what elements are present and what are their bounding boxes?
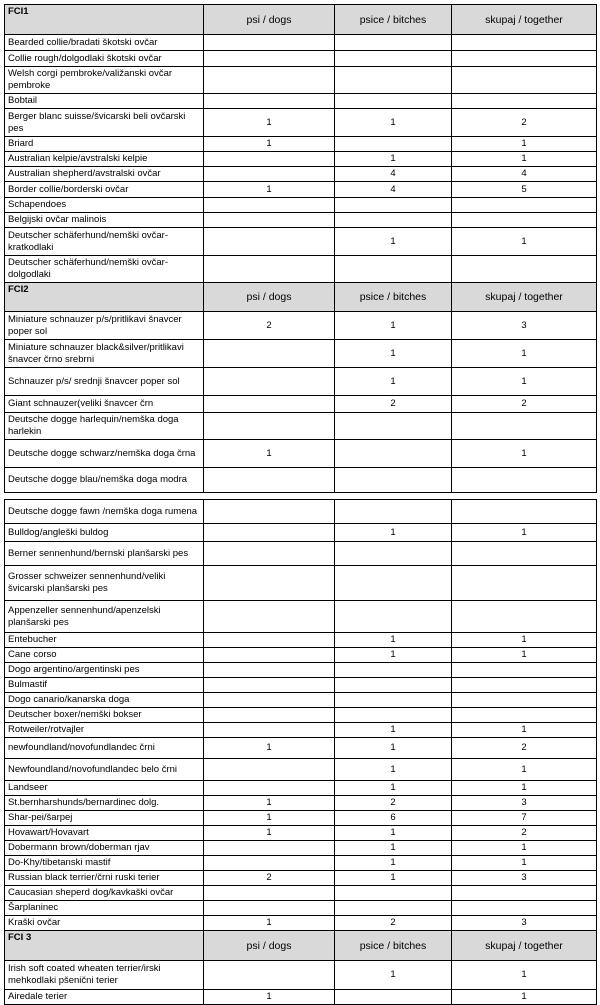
- breed-name: Bulldog/angleški buldog: [5, 524, 204, 542]
- dogs-count: 2: [204, 312, 335, 340]
- breed-name: Berner sennenhund/bernski planšarski pes: [5, 542, 204, 566]
- breed-name: Bulmastif: [5, 678, 204, 693]
- table-row: [5, 312, 597, 340]
- together-count: [452, 663, 597, 678]
- together-count: 1: [452, 856, 597, 871]
- table-row: [5, 708, 597, 723]
- together-count: 1: [452, 633, 597, 648]
- column-header-dogs: psi / dogs: [204, 5, 335, 35]
- bitches-count: 1: [335, 524, 452, 542]
- bitches-count: [335, 693, 452, 708]
- dogs-count: 2: [204, 871, 335, 886]
- bitches-count: 2: [335, 916, 452, 931]
- together-count: [452, 500, 597, 524]
- bitches-count: 1: [335, 340, 452, 368]
- dogs-count: 1: [204, 109, 335, 137]
- together-count: 1: [452, 228, 597, 256]
- table-row: [5, 198, 597, 213]
- dogs-count: [204, 601, 335, 633]
- column-header-together: skupaj / together: [452, 5, 597, 35]
- breed-name: newfoundland/novofundlandec črni: [5, 738, 204, 759]
- bitches-count: [335, 663, 452, 678]
- breed-name: Deutsche dogge blau/nemška doga modra: [5, 468, 204, 493]
- table-row: [5, 738, 597, 759]
- dogs-count: [204, 213, 335, 228]
- breed-name: Airedale terier: [5, 990, 204, 1005]
- bitches-count: 1: [335, 312, 452, 340]
- dogs-count: [204, 256, 335, 283]
- breed-table-bottom: [4, 499, 597, 1005]
- table-row: [5, 693, 597, 708]
- bitches-count: 1: [335, 368, 452, 396]
- dogs-count: [204, 198, 335, 213]
- bitches-count: [335, 413, 452, 440]
- table-row: [5, 781, 597, 796]
- table-row: [5, 916, 597, 931]
- breed-name: Miniature schnauzer p/s/pritlikavi šnavcer poper sol: [5, 312, 204, 340]
- breed-name: Newfoundland/novofundlandec belo črni: [5, 759, 204, 781]
- dogs-count: [204, 841, 335, 856]
- table-row: [5, 413, 597, 440]
- together-count: 5: [452, 182, 597, 198]
- section-header-fci2: [5, 283, 597, 312]
- together-count: [452, 542, 597, 566]
- dogs-count: [204, 468, 335, 493]
- breed-name: Australian shepherd/avstralski ovčar: [5, 167, 204, 182]
- bitches-count: [335, 601, 452, 633]
- breed-name: Hovawart/Hovavart: [5, 826, 204, 841]
- dogs-count: [204, 633, 335, 648]
- bitches-count: 1: [335, 738, 452, 759]
- table-row: [5, 990, 597, 1005]
- breed-name: Bearded collie/bradati škotski ovčar: [5, 35, 204, 51]
- breed-name: Dogo argentino/argentinski pes: [5, 663, 204, 678]
- together-count: 1: [452, 340, 597, 368]
- together-count: 4: [452, 167, 597, 182]
- column-header-dogs: psi / dogs: [204, 931, 335, 961]
- breed-name: Australian kelpie/avstralski kelpie: [5, 152, 204, 167]
- section-header-fci3: [5, 931, 597, 961]
- table-row: [5, 152, 597, 167]
- breed-name: Schapendoes: [5, 198, 204, 213]
- dogs-count: [204, 566, 335, 601]
- together-count: 2: [452, 738, 597, 759]
- bitches-count: 1: [335, 228, 452, 256]
- dogs-count: [204, 723, 335, 738]
- table-row: [5, 566, 597, 601]
- table-row: [5, 886, 597, 901]
- dogs-count: [204, 228, 335, 256]
- together-count: 1: [452, 990, 597, 1005]
- breed-name: Schnauzer p/s/ srednji šnavcer poper sol: [5, 368, 204, 396]
- breed-name: Belgijski ovčar malinois: [5, 213, 204, 228]
- column-header-bitches: psice / bitches: [335, 283, 452, 312]
- breed-name: Deutscher boxer/nemški bokser: [5, 708, 204, 723]
- column-header-together: skupaj / together: [452, 283, 597, 312]
- bitches-count: [335, 67, 452, 94]
- together-count: [452, 886, 597, 901]
- dogs-count: [204, 856, 335, 871]
- section-title: FCI2: [5, 283, 204, 312]
- together-count: [452, 693, 597, 708]
- table-row: [5, 796, 597, 811]
- breed-name: Deutsche dogge schwarz/nemška doga črna: [5, 440, 204, 468]
- bitches-count: 1: [335, 109, 452, 137]
- together-count: 1: [452, 841, 597, 856]
- table-row: [5, 167, 597, 182]
- breed-name: Shar-pei/šarpej: [5, 811, 204, 826]
- together-count: 3: [452, 916, 597, 931]
- breed-name: Landseer: [5, 781, 204, 796]
- table-row: [5, 109, 597, 137]
- bitches-count: [335, 708, 452, 723]
- dogs-count: 1: [204, 182, 335, 198]
- dogs-count: [204, 693, 335, 708]
- breed-name: Deutscher schäferhund/nemški ovčar-kratkodlaki: [5, 228, 204, 256]
- dogs-count: [204, 500, 335, 524]
- dogs-count: 1: [204, 137, 335, 152]
- bitches-count: [335, 440, 452, 468]
- breed-name: Kraški ovčar: [5, 916, 204, 931]
- column-header-bitches: psice / bitches: [335, 5, 452, 35]
- bitches-count: 1: [335, 961, 452, 990]
- dogs-count: [204, 167, 335, 182]
- dogs-count: 1: [204, 440, 335, 468]
- table-row: [5, 648, 597, 663]
- breed-name: Welsh corgi pembroke/valižanski ovčar pembroke: [5, 67, 204, 94]
- table-row: [5, 871, 597, 886]
- breed-name: Irish soft coated wheaten terrier/irski mehkodlaki pšenični terier: [5, 961, 204, 990]
- breed-name: Giant schnauzer(veliki šnavcer črn: [5, 396, 204, 413]
- breed-name: Deutscher schäferhund/nemški ovčar-dolgodlaki: [5, 256, 204, 283]
- dogs-count: 1: [204, 796, 335, 811]
- breed-table-top: [4, 4, 597, 493]
- together-count: 2: [452, 109, 597, 137]
- together-count: [452, 198, 597, 213]
- table-row: [5, 228, 597, 256]
- breed-name: Appenzeller sennenhund/apenzelski planšarski pes: [5, 601, 204, 633]
- table-row: [5, 811, 597, 826]
- together-count: [452, 901, 597, 916]
- bitches-count: 2: [335, 796, 452, 811]
- table-row: [5, 256, 597, 283]
- dogs-count: [204, 663, 335, 678]
- column-header-dogs: psi / dogs: [204, 283, 335, 312]
- table-row: [5, 633, 597, 648]
- bitches-count: [335, 51, 452, 67]
- section-title: FCI 3: [5, 931, 204, 961]
- breed-name: Deutsche dogge fawn /nemška doga rumena: [5, 500, 204, 524]
- dogs-count: [204, 396, 335, 413]
- table-row: [5, 468, 597, 493]
- dogs-count: [204, 35, 335, 51]
- bitches-count: 4: [335, 182, 452, 198]
- dogs-count: [204, 368, 335, 396]
- table-row: [5, 213, 597, 228]
- together-count: 1: [452, 648, 597, 663]
- column-header-bitches: psice / bitches: [335, 931, 452, 961]
- table-row: [5, 678, 597, 693]
- together-count: [452, 35, 597, 51]
- table-row: [5, 601, 597, 633]
- table-row: [5, 340, 597, 368]
- together-count: 1: [452, 723, 597, 738]
- dogs-count: [204, 781, 335, 796]
- dogs-count: [204, 67, 335, 94]
- dogs-count: 1: [204, 738, 335, 759]
- dogs-count: [204, 152, 335, 167]
- bitches-count: 2: [335, 396, 452, 413]
- together-count: [452, 708, 597, 723]
- bitches-count: 6: [335, 811, 452, 826]
- table-row: [5, 51, 597, 67]
- dogs-count: [204, 759, 335, 781]
- together-count: 1: [452, 152, 597, 167]
- column-header-together: skupaj / together: [452, 931, 597, 961]
- dogs-count: [204, 678, 335, 693]
- bitches-count: [335, 566, 452, 601]
- table-row: [5, 524, 597, 542]
- dogs-count: [204, 901, 335, 916]
- breed-name: Entebucher: [5, 633, 204, 648]
- breed-name: Do-Khy/tibetanski mastif: [5, 856, 204, 871]
- breed-name: Dogo canario/kanarska doga: [5, 693, 204, 708]
- together-count: 3: [452, 796, 597, 811]
- breed-name: Deutsche dogge harlequin/nemška doga harlekin: [5, 413, 204, 440]
- breed-name: Miniature schnauzer black&silver/pritlikavi šnavcer črno srebrni: [5, 340, 204, 368]
- bitches-count: 1: [335, 856, 452, 871]
- together-count: [452, 468, 597, 493]
- dogs-count: [204, 961, 335, 990]
- bitches-count: 1: [335, 841, 452, 856]
- section-header-fci1: [5, 5, 597, 35]
- bitches-count: 1: [335, 723, 452, 738]
- table-row: [5, 500, 597, 524]
- dogs-count: 1: [204, 826, 335, 841]
- bitches-count: [335, 678, 452, 693]
- bitches-count: [335, 542, 452, 566]
- together-count: [452, 67, 597, 94]
- together-count: [452, 256, 597, 283]
- breed-name: Berger blanc suisse/švicarski beli ovčarski pes: [5, 109, 204, 137]
- section-title: FCI1: [5, 5, 204, 35]
- breed-name: Briard: [5, 137, 204, 152]
- bitches-count: [335, 256, 452, 283]
- together-count: [452, 213, 597, 228]
- dogs-count: 1: [204, 916, 335, 931]
- bitches-count: 1: [335, 826, 452, 841]
- dogs-count: [204, 94, 335, 109]
- together-count: [452, 94, 597, 109]
- together-count: [452, 566, 597, 601]
- together-count: 1: [452, 440, 597, 468]
- bitches-count: 4: [335, 167, 452, 182]
- dogs-count: [204, 51, 335, 67]
- together-count: 1: [452, 137, 597, 152]
- table-row: [5, 723, 597, 738]
- bitches-count: [335, 198, 452, 213]
- bitches-count: [335, 886, 452, 901]
- together-count: 3: [452, 312, 597, 340]
- bitches-count: [335, 213, 452, 228]
- together-count: [452, 413, 597, 440]
- breed-name: St.bernharshunds/bernardinec dolg.: [5, 796, 204, 811]
- table-row: [5, 182, 597, 198]
- table-row: [5, 94, 597, 109]
- table-row: [5, 368, 597, 396]
- table-row: [5, 440, 597, 468]
- table-row: [5, 67, 597, 94]
- bitches-count: [335, 500, 452, 524]
- dogs-count: [204, 524, 335, 542]
- table-row: [5, 137, 597, 152]
- dogs-count: 1: [204, 811, 335, 826]
- breed-name: Šarplaninec: [5, 901, 204, 916]
- bitches-count: [335, 901, 452, 916]
- table-row: [5, 663, 597, 678]
- table-row: [5, 841, 597, 856]
- together-count: 1: [452, 368, 597, 396]
- together-count: 1: [452, 759, 597, 781]
- together-count: [452, 601, 597, 633]
- dogs-count: [204, 886, 335, 901]
- dogs-count: [204, 708, 335, 723]
- table-row: [5, 856, 597, 871]
- table-row: [5, 759, 597, 781]
- table-row: [5, 961, 597, 990]
- bitches-count: 1: [335, 871, 452, 886]
- breed-name: Collie rough/dolgodlaki škotski ovčar: [5, 51, 204, 67]
- table-row: [5, 901, 597, 916]
- table-row: [5, 542, 597, 566]
- breed-name: Bobtail: [5, 94, 204, 109]
- dogs-count: 1: [204, 990, 335, 1005]
- dogs-count: [204, 542, 335, 566]
- together-count: 2: [452, 826, 597, 841]
- dogs-count: [204, 413, 335, 440]
- bitches-count: [335, 94, 452, 109]
- bitches-count: 1: [335, 152, 452, 167]
- bitches-count: 1: [335, 781, 452, 796]
- together-count: 1: [452, 961, 597, 990]
- breed-name: Border collie/borderski ovčar: [5, 182, 204, 198]
- dogs-count: [204, 340, 335, 368]
- together-count: [452, 51, 597, 67]
- table-row: [5, 396, 597, 413]
- breed-name: Grosser schweizer sennenhund/veliki švicarski planšarski pes: [5, 566, 204, 601]
- together-count: [452, 678, 597, 693]
- breed-name: Rotweiler/rotvajler: [5, 723, 204, 738]
- together-count: 1: [452, 781, 597, 796]
- bitches-count: 1: [335, 648, 452, 663]
- together-count: 1: [452, 524, 597, 542]
- dogs-count: [204, 648, 335, 663]
- table-row: [5, 35, 597, 51]
- bitches-count: [335, 468, 452, 493]
- breed-name: Russian black terrier/črni ruski terier: [5, 871, 204, 886]
- table-row: [5, 826, 597, 841]
- together-count: 3: [452, 871, 597, 886]
- bitches-count: 1: [335, 759, 452, 781]
- breed-name: Dobermann brown/doberman rjav: [5, 841, 204, 856]
- bitches-count: [335, 990, 452, 1005]
- together-count: 2: [452, 396, 597, 413]
- bitches-count: [335, 137, 452, 152]
- bitches-count: [335, 35, 452, 51]
- breed-name: Caucasian sheperd dog/kavkaški ovčar: [5, 886, 204, 901]
- bitches-count: 1: [335, 633, 452, 648]
- breed-name: Cane corso: [5, 648, 204, 663]
- together-count: 7: [452, 811, 597, 826]
